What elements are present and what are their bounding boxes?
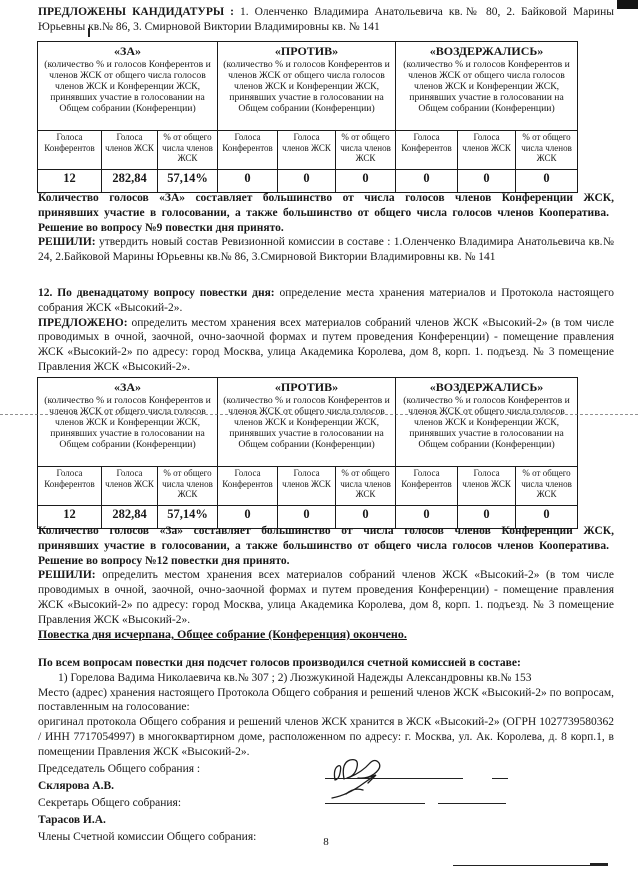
candidates-line bbox=[38, 5, 614, 35]
candidates-text: 1. Оленченко Владимира Анатольевича кв.№ 80, 2. Байковой Марины Юрьевны кв.№ 86, 3. Смирновой Виктории Владимировны кв. № 141 bbox=[38, 6, 614, 33]
vote-value: 0 bbox=[336, 170, 396, 193]
vote-col-za bbox=[38, 42, 218, 131]
vote-subheader: Голоса Конферентов bbox=[38, 131, 102, 170]
vote-value: 0 bbox=[278, 506, 336, 529]
vote-subheader: Голоса членов ЖСК bbox=[102, 131, 158, 170]
counting-header: По всем вопросам повестки дня подсчет голосов производился счетной комиссией в составе: bbox=[38, 657, 521, 669]
signature-line-secretary-2 bbox=[438, 803, 506, 804]
vote-subheader: Голоса членов ЖСК bbox=[458, 467, 516, 506]
vote-value: 57,14% bbox=[158, 506, 218, 529]
result9-summary: Количество голосов «ЗА» составляет большинство от числа голосов членов Конференции ЖСК, принявших участие в голосовании, а также большинство от общего числа голосов членов Кооператива. bbox=[38, 192, 614, 219]
vote-value: 0 bbox=[516, 170, 578, 193]
signature-line-secretary bbox=[325, 803, 425, 804]
vote-col-desc: (количество % и голосов Конферентов и членов ЖСК от общего числа голосов членов ЖСК и Конференции ЖСК, принявших участие в голосовании на Общем собрании (Конференции) bbox=[44, 59, 211, 115]
vote-value: 57,14% bbox=[158, 170, 218, 193]
vote-value: 0 bbox=[396, 170, 458, 193]
handwritten-signature bbox=[328, 750, 414, 804]
vote-value: 12 bbox=[38, 170, 102, 193]
vote-subheader: Голоса членов ЖСК bbox=[102, 467, 158, 506]
secretary-label: Секретарь Общего собрания: bbox=[38, 797, 182, 809]
vote-col-desc: (количество % и голосов Конферентов и членов ЖСК от общего числа голосов членов ЖСК и Конференции ЖСК, принявших участие в голосовании на Общем собрании (Конференции) bbox=[403, 395, 570, 451]
vote-value: 0 bbox=[516, 506, 578, 529]
signature-line-thick-end bbox=[590, 863, 608, 866]
vote-value: 0 bbox=[458, 170, 516, 193]
item12-heading-label: 12. По двенадцатому вопросу повестки дня: bbox=[38, 287, 275, 299]
vote-col-desc: (количество % и голосов Конферентов и членов ЖСК от общего числа голосов членов ЖСК и Конференции ЖСК, принявших участие в голосовании на Общем собрании (Конференции) bbox=[223, 395, 390, 451]
item12-heading-text: определение места хранения материалов и Протокола настоящего собрания ЖСК «Высокий-2». bbox=[38, 287, 614, 314]
vote-col-title: «ЗА» bbox=[114, 44, 141, 58]
result12-resolution: Решение во вопросу №12 повестки дня принято. bbox=[38, 554, 290, 567]
vote-subheader: Голоса членов ЖСК bbox=[278, 467, 336, 506]
closing-statement: Повестка дня исчерпана, Общее собрание (Конференция) окончено. bbox=[38, 627, 407, 641]
signature-line-committee bbox=[453, 865, 608, 866]
signature-line-chairman bbox=[325, 778, 463, 779]
page-number: 8 bbox=[323, 836, 329, 848]
scan-corner-mark bbox=[617, 0, 638, 9]
vote-subheader: Голоса Конферентов bbox=[396, 467, 458, 506]
scan-dash-line bbox=[0, 414, 638, 415]
decided-label: РЕШИЛИ: bbox=[38, 569, 96, 582]
vote-table-2 bbox=[37, 377, 578, 529]
vote-value: 282,84 bbox=[102, 506, 158, 529]
result-item-12 bbox=[38, 524, 614, 628]
counting-members: 1) Горелова Вадима Николаевича кв.№ 307 ; 2) Люзжукиной Надежды Александровны кв.№ 153 bbox=[58, 671, 532, 684]
vote-table-1 bbox=[37, 41, 578, 193]
vote-subheader: Голоса Конферентов bbox=[218, 131, 278, 170]
vote-subheader: Голоса Конферентов bbox=[218, 467, 278, 506]
vote-col-vozderzhalis bbox=[396, 378, 578, 467]
vote-col-desc: (количество % и голосов Конферентов и членов ЖСК от общего числа голосов членов ЖСК и Конференции ЖСК, принявших участие в голосовании на Общем собрании (Конференции) bbox=[44, 395, 211, 451]
result12-decision bbox=[38, 568, 614, 627]
result12-summary: Количество голосов «За» составляет большинство от числа голосов членов Конференции ЖСК, принявших участие в голосовании, а также большинство от общего числа голосов членов Кооператива. bbox=[38, 525, 614, 552]
item12-proposed bbox=[38, 316, 614, 375]
candidates-label: ПРЕДЛОЖЕНЫ КАНДИДАТУРЫ : bbox=[38, 6, 234, 18]
vote-value: 0 bbox=[336, 506, 396, 529]
counting-commission-section bbox=[38, 656, 614, 760]
vote-value: 282,84 bbox=[102, 170, 158, 193]
vote-col-protiv bbox=[218, 42, 396, 131]
vote-subheader: Голоса членов ЖСК bbox=[458, 131, 516, 170]
result9-decision bbox=[38, 235, 614, 265]
secretary-name: Тарасов И.А. bbox=[38, 814, 106, 826]
vote-subheader: Голоса Конферентов bbox=[38, 467, 102, 506]
vote-subheader: % от общего числа членов ЖСК bbox=[336, 131, 396, 170]
storage-text: оригинал протокола Общего собрания и решений членов ЖСК хранится в ЖСК «Высокий-2» (ОГРН 1027739580362 / ИНН 7717054997) в многоквартирном доме, расположенном по адресу: г. Москва, ул. Ак. Королева, д. 8 корп.1, в помещении Правления ЖСК «Высокий-2». bbox=[38, 716, 614, 758]
vote-subheader: % от общего числа членов ЖСК bbox=[158, 131, 218, 170]
vote-col-title: «ВОЗДЕРЖАЛИСЬ» bbox=[429, 380, 544, 394]
vote-value: 0 bbox=[458, 506, 516, 529]
vote-subheader: Голоса членов ЖСК bbox=[278, 131, 336, 170]
decided-label: РЕШИЛИ: bbox=[38, 236, 96, 249]
chairman-name: Склярова А.В. bbox=[38, 780, 115, 792]
vote-value: 0 bbox=[218, 170, 278, 193]
vote-subheader: % от общего числа членов ЖСК bbox=[516, 467, 578, 506]
committee-label: Члены Счетной комиссии Общего собрания: bbox=[38, 831, 257, 843]
vote-col-desc: (количество % и голосов Конферентов и членов ЖСК от общего числа голосов членов ЖСК и Конференции ЖСК, принявших участие в голосовании на Общем собрании (Конференции) bbox=[223, 59, 390, 115]
vote-value: 12 bbox=[38, 506, 102, 529]
vote-col-title: «ПРОТИВ» bbox=[274, 380, 339, 394]
vote-col-protiv bbox=[218, 378, 396, 467]
vote-subheader: % от общего числа членов ЖСК bbox=[158, 467, 218, 506]
vote-subheader: % от общего числа членов ЖСК bbox=[336, 467, 396, 506]
vote-subheader: Голоса Конферентов bbox=[396, 131, 458, 170]
vote-value: 0 bbox=[278, 170, 336, 193]
vote-col-title: «ПРОТИВ» bbox=[274, 44, 339, 58]
vote-col-title: «ЗА» bbox=[114, 380, 141, 394]
vote-subheader: % от общего числа членов ЖСК bbox=[516, 131, 578, 170]
vote-col-desc: (количество % и голосов Конферентов и членов ЖСК от общего числа голосов членов ЖСК и Конференции ЖСК, принявших участие в голосовании на Общем собрании (Конференции) bbox=[403, 59, 570, 115]
vote-col-vozderzhalis bbox=[396, 42, 578, 131]
signature-line-short bbox=[492, 778, 508, 779]
vote-value: 0 bbox=[218, 506, 278, 529]
proposed-text: определить местом хранения всех материалов собраний членов ЖСК «Высокий-2» (в том числе проводимых в очной, заочной, очно-заочной формах и путем проведения Конференции) - помещение правления ЖСК «Высокий-2» по адресу: город Москва, улица Академика Королева, дом 8, корп. 1. подъезд. № 3 помещение Правления ЖСК «Высокий-2». bbox=[38, 316, 615, 373]
vote-col-title: «ВОЗДЕРЖАЛИСЬ» bbox=[429, 44, 544, 58]
decided-text: утвердить новый состав Ревизионной комиссии в составе : 1.Оленченко Владимира Анатольевича кв.№ 24, 2.Байковой Марины Юрьевны кв.№ 86, 3.Смирновой Виктории Владимировны кв. № 141 bbox=[38, 236, 614, 264]
vote-col-za bbox=[38, 378, 218, 467]
agenda-item-12 bbox=[38, 286, 614, 375]
item12-heading bbox=[38, 286, 614, 316]
result-item-9 bbox=[38, 191, 614, 265]
storage-intro: Место (адрес) хранения настоящего Протокола Общего собрания и решений членов ЖСК «Высокий-2» по вопросам, поставленным на голосование: bbox=[38, 686, 614, 714]
proposed-label: ПРЕДЛОЖЕНО: bbox=[38, 316, 128, 329]
vote-value: 0 bbox=[396, 506, 458, 529]
decided-text: определить местом хранения всех материалов собраний членов ЖСК «Высокий-2» (в том числе проводимых в очной, заочной, очно-заочной формах и путем проведения Конференции) - помещение правления ЖСК «Высокий-2» по адресу: город Москва, улица Академика Королева, дом 8, корп. 1. подъезд. № 3 помещение Правления ЖСК «Высокий-2». bbox=[38, 569, 615, 626]
result9-resolution: Решение во вопросу №9 повестки дня принято. bbox=[38, 221, 284, 234]
chairman-label: Председатель Общего собрания : bbox=[38, 763, 201, 775]
